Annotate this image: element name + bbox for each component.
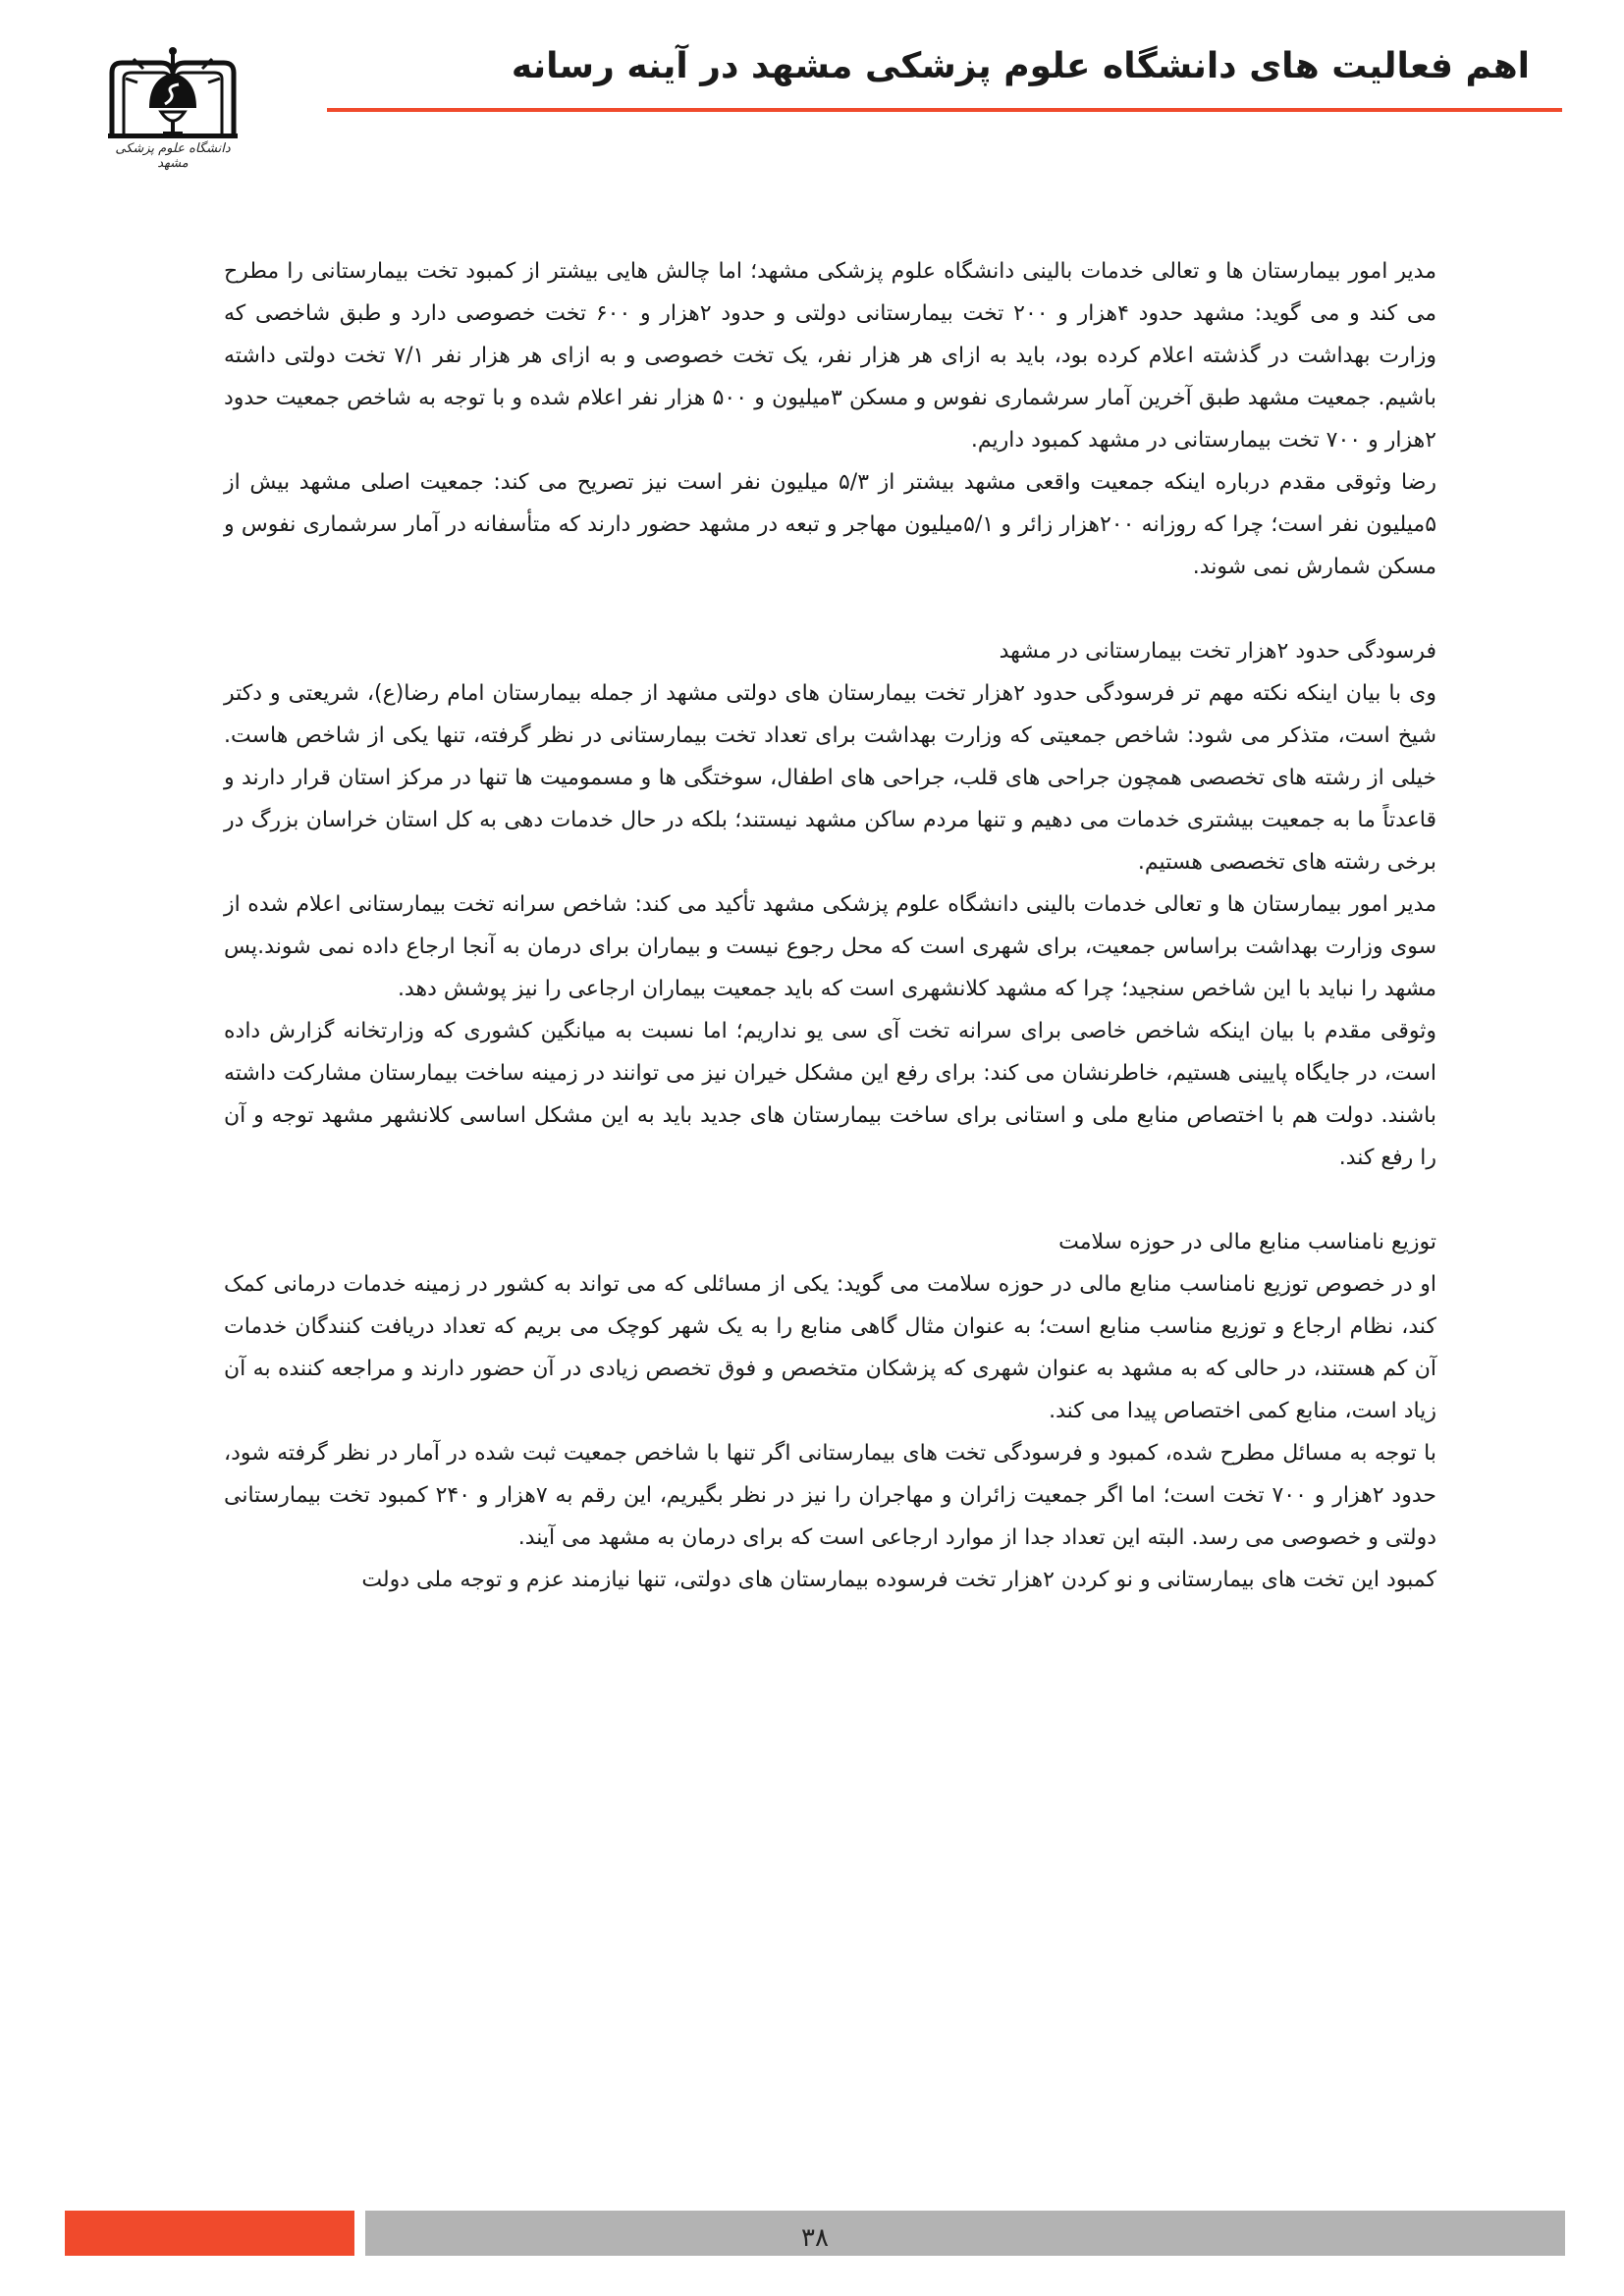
article-paragraph: مدیر امور بیمارستان ها و تعالی خدمات بالینی دانشگاه علوم پزشکی مشهد؛ اما چالش هایی بیشتر از کمبود تخت بیمارستانی را مطرح می کند و می گوید: مشهد حدود ۴هزار و ۲۰۰ تخت بیمارستانی دولتی و حدود ۲هزار و ۶۰۰ تخت خصوصی دارد و طبق شاخصی که وزارت بهداشت در گذشته اعلام کرده بود، باید به ازای هر هزار نفر، یک تخت خصوصی و به ازای هر هزار نفر ۷/۱ تخت دولتی داشته باشیم. جمعیت مشهد طبق آخرین آمار سرشماری نفوس و مسکن ۳میلیون و ۵۰۰ هزار نفر اعلام شده و با توجه به شاخص جمعیت حدود ۲هزار و ۷۰۰ تخت بیمارستانی در مشهد کمبود داریم.: [224, 259, 1436, 453]
article-paragraph: وی با بیان اینکه نکته مهم تر فرسودگی حدود ۲هزار تخت بیمارستان های دولتی مشهد از جمله بیمارستان امام رضا(ع)، شریعتی و دکتر شیخ است، متذکر می شود: شاخص جمعیتی که وزارت بهداشت برای تعداد تخت بیمارستانی در نظر گرفته، تنها یکی از شاخص هاست. خیلی از رشته های تخصصی همچون جراحی های قلب، جراحی های اطفال، سوختگی ها و مسمومیت ها تنها در مرکز استان قرار دارند و قاعدتاً ما به جمعیت بیشتری خدمات می دهیم و تنها مردم ساکن مشهد نیستند؛ بلکه در حال خدمات دهی به کل استان خراسان بزرگ در برخی رشته های تخصصی هستیم.: [224, 681, 1436, 875]
footer-bar: [365, 2211, 1565, 2256]
article-paragraph: وثوقی مقدم با بیان اینکه شاخص خاصی برای سرانه تخت آی سی یو نداریم؛ اما نسبت به میانگین کشوری که وزارتخانه گزارش داده است، در جایگاه پایینی هستیم، خاطرنشان می کند: برای رفع این مشکل خیران نیز می توانند در زمینه ساخت بیمارستان مشارکت داشته باشند. دولت هم با اختصاص منابع ملی و استانی برای ساخت بیمارستان های جدید باید به این مشکل اساسی کلانشهر مشهد توجه و آن را رفع کند.: [224, 1019, 1436, 1170]
university-logo: [104, 39, 242, 171]
section-heading: فرسودگی حدود ۲هزار تخت بیمارستانی در مشهد: [999, 639, 1436, 664]
header-divider: [327, 108, 1562, 112]
university-emblem-icon: [104, 39, 242, 141]
logo-caption: دانشگاه علوم پزشکی مشهد: [115, 141, 231, 171]
page-header-title: اهم فعالیت های دانشگاه علوم پزشکی مشهد در آینه رسانه: [511, 46, 1530, 86]
article-body: [224, 250, 1436, 1601]
section-heading: توزیع نامناسب منابع مالی در حوزه سلامت: [1058, 1230, 1436, 1255]
article-paragraph: مدیر امور بیمارستان ها و تعالی خدمات بالینی دانشگاه علوم پزشکی مشهد تأکید می کند: شاخص سرانه تخت بیمارستانی اعلام شده از سوی وزارت بهداشت براساس جمعیت، برای شهری است که محل رجوع نیست و بیماران برای درمان به آنجا ارجاع داده نمی شوند.پس مشهد را نباید با این شاخص سنجید؛ چرا که مشهد کلانشهری است که باید جمعیت بیماران ارجاعی را نیز پوشش دهد.: [224, 892, 1436, 1001]
footer-accent-bar: [65, 2211, 354, 2256]
article-paragraph: کمبود این تخت های بیمارستانی و نو کردن ۲هزار تخت فرسوده بیمارستان های دولتی، تنها نیازمند عزم و توجه ملی دولت: [361, 1568, 1436, 1592]
article-paragraph: او در خصوص توزیع نامناسب منابع مالی در حوزه سلامت می گوید: یکی از مسائلی که می تواند به کشور در زمینه خدمات درمانی کمک کند، نظام ارجاع و توزیع مناسب منابع است؛ به عنوان مثال گاهی منابع را به یک شهر کوچک می بریم که تعداد دریافت کنندگان خدمات آن کم هستند، در حالی که به مشهد به عنوان شهری که پزشکان متخصص و فوق تخصص زیادی در آن حضور دارند و مراجعه کننده به آن زیاد است، منابع کمی اختصاص پیدا می کند.: [224, 1272, 1436, 1423]
article-paragraph: با توجه به مسائل مطرح شده، کمبود و فرسودگی تخت های بیمارستانی اگر تنها با شاخص جمعیت ثبت شده در آمار در نظر گرفته شود، حدود ۲هزار و ۷۰۰ تخت است؛ اما اگر جمعیت زائران و مهاجران را نیز در نظر بگیریم، این رقم به ۷هزار و ۲۴۰ کمبود تخت بیمارستانی دولتی و خصوصی می رسد. البته این تعداد جدا از موارد ارجاعی است که برای درمان به مشهد می آیند.: [224, 1441, 1436, 1550]
article-paragraph: رضا وثوقی مقدم درباره اینکه جمعیت واقعی مشهد بیشتر از ۵/۳ میلیون نفر است نیز تصریح می کند: جمعیت اصلی مشهد بیش از ۵میلیون نفر است؛ چرا که روزانه ۲۰۰هزار زائر و ۵/۱میلیون مهاجر و تبعه در مشهد حضور دارند که متأسفانه در آمار سرشماری نفوس و مسکن شمارش نمی شوند.: [224, 470, 1437, 579]
page-number: ۳۸: [801, 2223, 829, 2253]
